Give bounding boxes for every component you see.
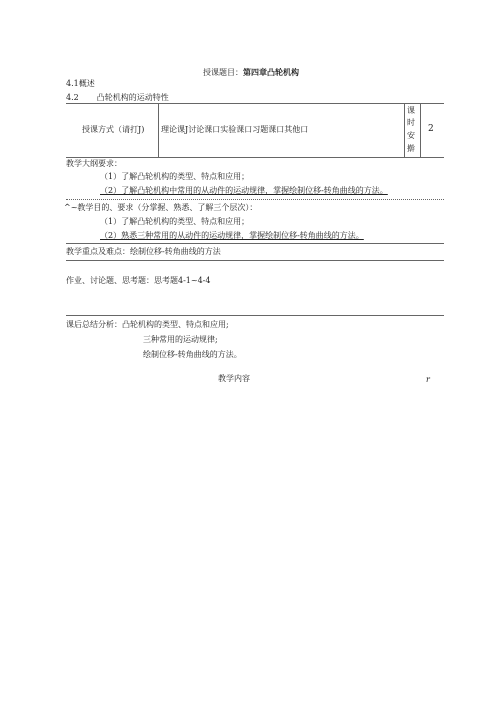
divider-objectives bbox=[66, 199, 444, 200]
teaching-content-label: 教学内容 bbox=[218, 374, 250, 383]
summary-line-3: 绘制位移-转角曲线的方法。 bbox=[143, 350, 242, 359]
page-title bbox=[203, 67, 299, 78]
hours-label-4: 擀 bbox=[407, 144, 415, 153]
section-4-2 bbox=[66, 93, 169, 103]
objectives-item-2: （2）熟悉三种常用的从动件的运动规律，掌握绘制位移-转角曲线的方法。 bbox=[100, 231, 364, 240]
table-divider-2 bbox=[404, 103, 405, 157]
summary-label bbox=[66, 320, 229, 330]
section-4-2-text: 凸轮机构的运动特性 bbox=[96, 93, 169, 102]
hours-value: 2 bbox=[428, 124, 434, 134]
syllabus-heading: 教学大纲要求： bbox=[66, 159, 122, 168]
summary-line-2: 三种常用的运动规律; bbox=[143, 335, 218, 344]
section-4-2-number: 4.2 bbox=[66, 93, 79, 102]
table-top-border bbox=[66, 103, 444, 104]
hours-label-1: 课 bbox=[407, 106, 415, 115]
objectives-item-1: （1）了解凸轮机构的类型、特点和应用； bbox=[100, 217, 250, 226]
table-divider-3 bbox=[420, 103, 421, 157]
title-label: 授课题目： bbox=[203, 68, 243, 77]
divider-homework bbox=[66, 260, 444, 261]
table-divider-1 bbox=[158, 103, 159, 157]
syllabus-item-2: （2）了解凸轮机构中常用的从动件的运动规律，掌握绘制位移-转角曲线的方法。 bbox=[100, 186, 388, 195]
footer-mark: r bbox=[426, 375, 430, 384]
summary-label-text: 课后总结分析： bbox=[66, 320, 122, 329]
syllabus-item-1: （1）了解凸轮机构的类型、特点和应用； bbox=[100, 172, 250, 181]
homework: 作业、讨论题、思考题：思考题4-1~4-4 bbox=[66, 276, 211, 285]
table-bottom-border bbox=[66, 157, 444, 158]
hours-label-2: 时 bbox=[407, 118, 415, 127]
key-points: 教学重点及难点：绘制位移-转角曲线的方法 bbox=[66, 247, 221, 256]
hours-label-3: 安 bbox=[407, 131, 415, 140]
summary-line-1: 凸轮机构的类型、特点和应用; bbox=[122, 320, 229, 329]
method-label: 授课方式（请打J) bbox=[82, 125, 145, 134]
divider-summary bbox=[66, 315, 444, 316]
section-4-1: 4.1概述 bbox=[66, 79, 95, 88]
divider-key-points bbox=[66, 243, 444, 244]
title-text: 第四章凸轮机构 bbox=[243, 67, 299, 77]
objectives-heading: ^~教学目的、要求（分掌握、熟悉、了解三个层次）： bbox=[64, 203, 258, 212]
method-options: 理论课J讨论课口实验课口习题课口其他口 bbox=[161, 125, 309, 134]
